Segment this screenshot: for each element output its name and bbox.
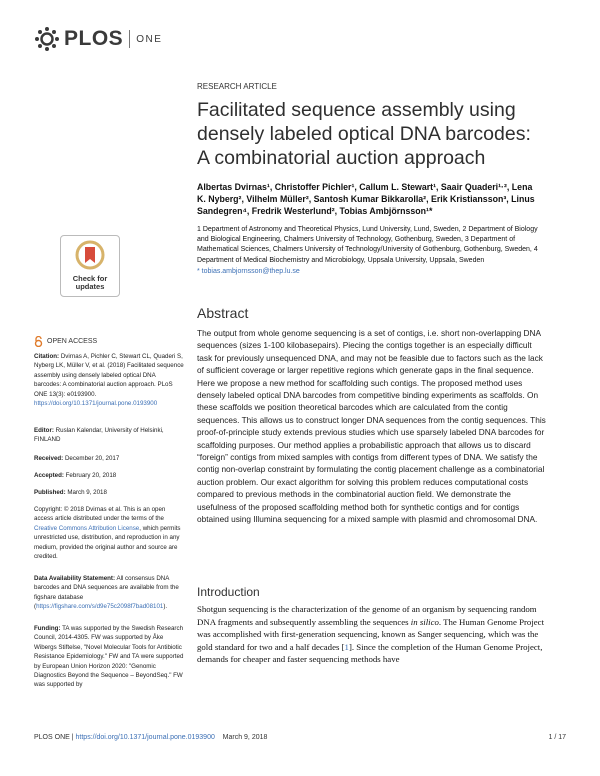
received-label: Received: bbox=[34, 455, 64, 462]
badge-line1: Check for bbox=[72, 274, 108, 283]
copyright-text-pre: Copyright: © 2018 Dvirnas et al. This is an open access article distributed under the terms of the bbox=[34, 506, 166, 523]
editor-block bbox=[34, 426, 184, 445]
copyright-text-post: , which permits unrestricted use, distribution, and reproduction in any medium, provided the original author and source are credited. bbox=[34, 524, 181, 561]
footer-journal: PLOS ONE | bbox=[34, 734, 74, 741]
data-availability-label: Data Availability Statement: bbox=[34, 575, 116, 582]
received-block bbox=[34, 454, 184, 463]
received-date: December 20, 2017 bbox=[64, 455, 120, 462]
accepted-block bbox=[34, 471, 184, 480]
bookmark-ribbon-icon bbox=[75, 240, 105, 270]
open-access-label bbox=[34, 336, 97, 347]
corresponding-email[interactable]: * tobias.ambjornsson@thep.lu.se bbox=[197, 268, 300, 275]
introduction-text bbox=[197, 603, 549, 666]
accepted-label: Accepted: bbox=[34, 472, 64, 479]
reference-link[interactable]: 1 bbox=[344, 641, 349, 652]
accepted-date: February 20, 2018 bbox=[65, 472, 117, 479]
badge-line2: updates bbox=[75, 282, 105, 291]
check-for-updates-badge[interactable] bbox=[60, 235, 120, 297]
intro-text-c: ]. Since the completion of the Human Genome Project, demands for cheaper and faster sequencing methods have bbox=[197, 641, 543, 664]
article-title: Facilitated sequence assembly using densely labeled optical DNA barcodes: A combinatorial auction approach bbox=[197, 99, 531, 169]
citation-label: Citation: bbox=[34, 353, 60, 360]
published-label: Published: bbox=[34, 489, 66, 496]
open-access-text: OPEN ACCESS bbox=[47, 338, 98, 345]
introduction-heading: Introduction bbox=[197, 585, 260, 599]
intro-italic: in silico bbox=[410, 616, 439, 627]
plos-logo-icon bbox=[34, 26, 60, 52]
data-availability-block bbox=[34, 574, 184, 612]
published-block bbox=[34, 488, 184, 497]
data-availability-text-pre: All consensus DNA barcodes and DNA sequences are available from the figshare database ( bbox=[34, 575, 179, 611]
published-date: March 9, 2018 bbox=[67, 489, 107, 496]
citation-text: Dvirnas A, Pichler C, Stewart CL, Quaderi S, Nyberg LK, Müller V, et al. (2018) Facilitated sequence assembly using densely labeled optical DNA barcodes: A combinatorial auction approach. PLoS ONE 13(3): e0193900. bbox=[34, 353, 184, 398]
funding-label: Funding: bbox=[34, 625, 61, 632]
journal-name: ONE bbox=[136, 33, 163, 45]
author-list[interactable]: Albertas Dvirnas¹, Christoffer Pichler¹, Callum L. Stewart¹, Saair Quaderi¹·², Lena K. Nyberg², Vilhelm Müller², Santosh Kumar Bikkarolla², Erik Kristiansson³, Linus Sandegren⁴, Fredrik Westerlund², Tobias Ambjörnsson¹* bbox=[197, 182, 535, 216]
citation-block bbox=[34, 352, 184, 408]
editor-text: Ruslan Kalendar, University of Helsinki, FINLAND bbox=[34, 427, 164, 444]
footer-doi-link[interactable]: https://doi.org/10.1371/journal.pone.0193900 bbox=[75, 734, 215, 741]
abstract-text: The output from whole genome sequencing is a set of contigs, i.e. short non-overlapping DNA sequences (sizes 1-100 kilobasepairs). Piecing the contigs together is an especially difficult task for previously unsequenced DNA, and may not be feasible due to factors such as the lack of sufficient coverage or larger repetitive regions which generate gaps in the final sequence. Here we propose a new method for scaffolding such contigs. The proposed method uses densely labeled optical DNA barcodes from competitive binding experiments as scaffolds. On these scaffolds we position theoretical barcodes which are calculated from the contig sequences. This allows us to construct longer DNA sequences from the contig sequences. This proof-of-principle study extends previous studies which use sparsely labeled DNA barcodes for scaffolding purposes. Our method applies a probabilistic approach that allows us to discard “foreign” contigs from mixed samples with contigs from different types of DNA. We satisfy the contig non-overlap constraint by formulating the contig placement challenge as a combinatorial auction problem. Our exact algorithm for solving this problem reduces computational costs compared to previous methods in the combinatorial auction field. We demonstrate the usefulness of the proposed scaffolding method both for synthetic contigs and for contigs obtained using Illumina sequencing for a mixed sample with plasmid and chromosomal DNA. bbox=[197, 328, 546, 525]
data-availability-text-post: ). bbox=[163, 603, 168, 611]
affiliations: 1 Department of Astronomy and Theoretical Physics, Lund University, Lund, Sweden, 2 Department of Biology and Biological Engineering, Chalmers University of Technology, Gothenburg, Sweden, 3 Department of Mathematical Sciences, Chalmers University of Technology/University of Gothenburg, Gothenburg, Sweden, 4 Department of Medical Biochemistry and Microbiology, Uppsala University, Uppsala, Sweden bbox=[197, 226, 538, 264]
footer-date: March 9, 2018 bbox=[222, 734, 268, 741]
logo-text: PLOS bbox=[64, 27, 124, 50]
citation-doi-link[interactable]: https://doi.org/10.1371/journal.pone.0193900 bbox=[34, 400, 158, 408]
editor-label: Editor: bbox=[34, 427, 54, 434]
intro-text-b: . The Human Genome Project was accomplished with first-generation sequencing, known as Sanger sequencing, which was the gold standard for two and a half decades [ bbox=[197, 616, 545, 652]
logo-divider bbox=[129, 30, 130, 48]
cc-license-link[interactable]: Creative Commons Attribution License bbox=[34, 524, 140, 532]
funding-text: TA was supported by the Swedish Research Council, 2014-4305. FW was supported by Åke Wibergs Stiftelse, "Novel Molecular Tools for Antibiotic Resistance Epidemiology." FW and TA were supported by European Union Horizon 2020: "Genomic Diagnostics Beyond the Sequence – BeyondSeq." FW was supported by bbox=[34, 625, 184, 689]
funding-block bbox=[34, 624, 184, 690]
figshare-link[interactable]: https://figshare.com/s/d9e75c2098f7bad08101 bbox=[36, 603, 164, 611]
open-lock-icon bbox=[34, 336, 43, 347]
plos-one-logo bbox=[34, 26, 162, 52]
copyright-block bbox=[34, 505, 184, 561]
intro-text-a: Shotgun sequencing is the characterization of the genome of an organism by sequencing random DNA fragments and subsequently assembling the sequences bbox=[197, 604, 537, 627]
article-type: RESEARCH ARTICLE bbox=[197, 82, 277, 91]
page-footer bbox=[34, 734, 566, 741]
page-number: 1 / 17 bbox=[548, 734, 566, 741]
abstract-heading: Abstract bbox=[197, 305, 249, 321]
